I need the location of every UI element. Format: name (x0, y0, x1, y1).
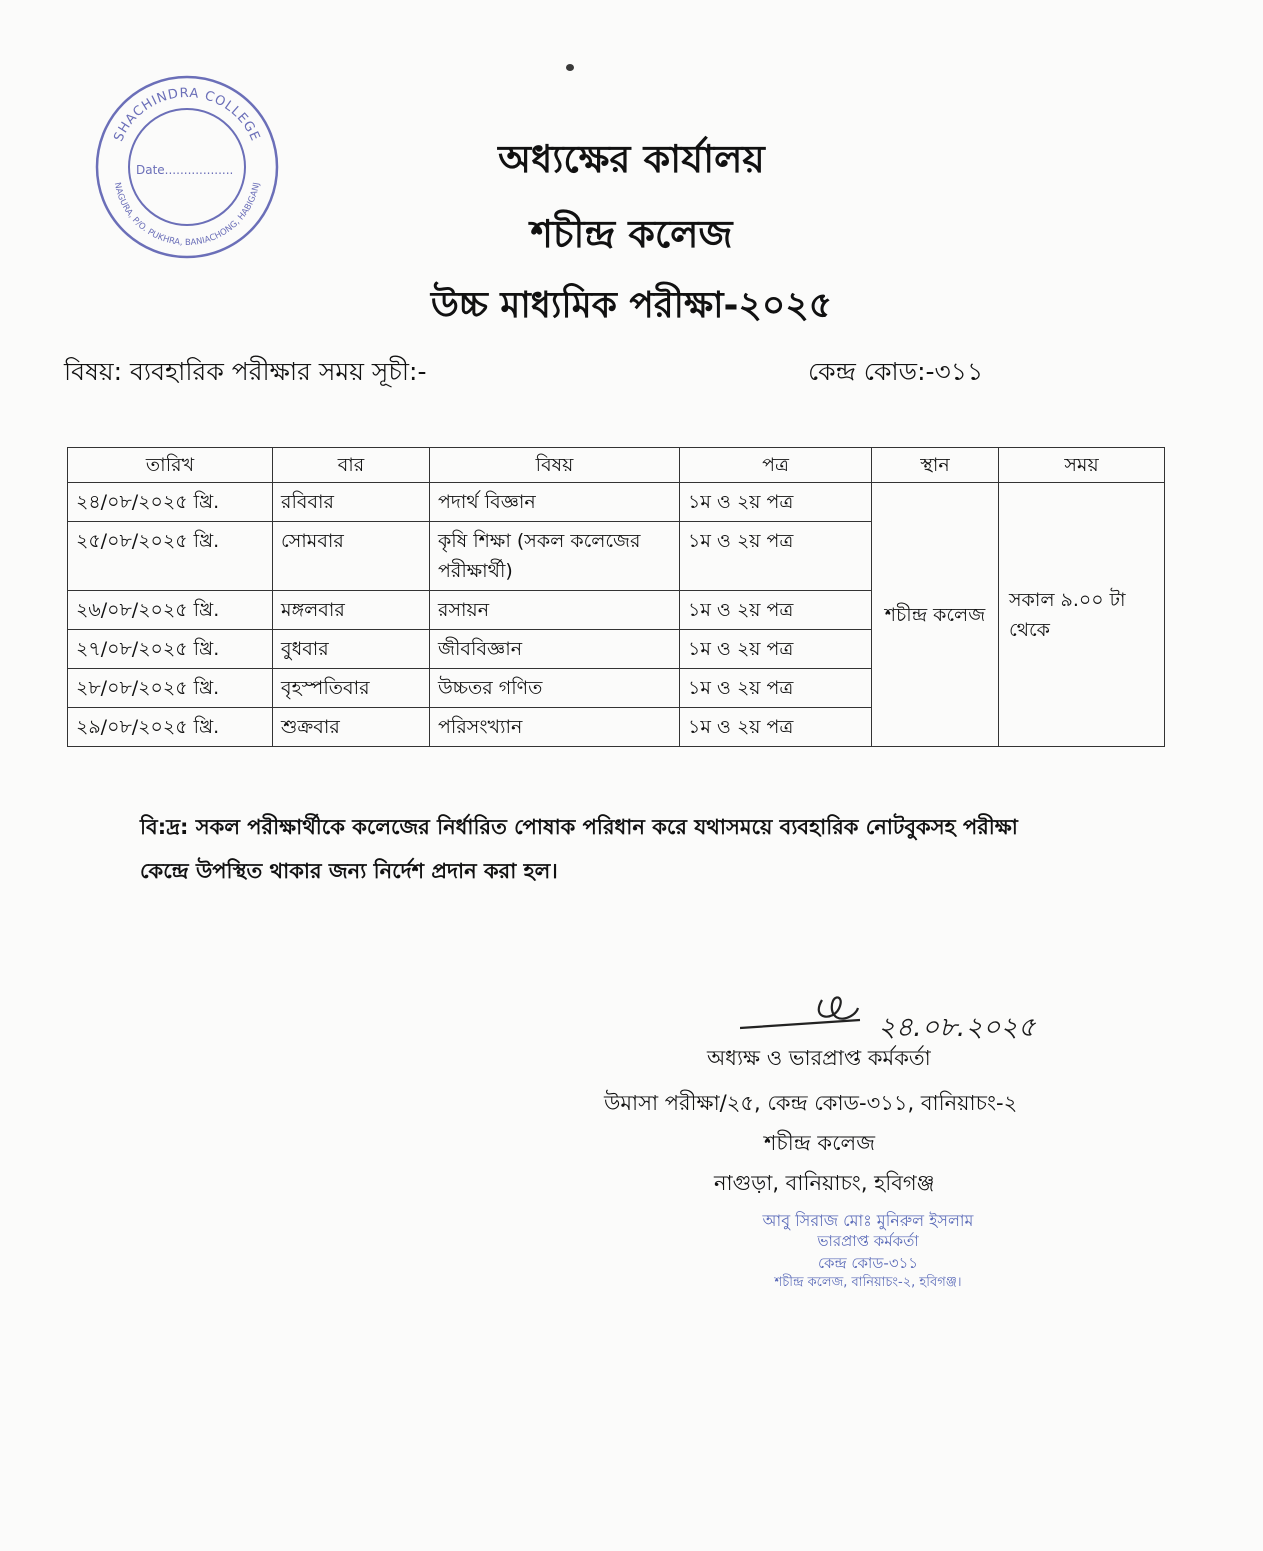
row-date: ২৬/০৮/২০২৫ খ্রি. (68, 591, 273, 630)
row-day: সোমবার (273, 522, 430, 591)
row-subject: পরিসংখ্যান (430, 708, 680, 747)
exam-title: উচ্চ মাধ্যমিক পরীক্ষা-২০২৫ (430, 285, 833, 326)
stamp-top-text: SHACHINDRA COLLEGE (111, 85, 263, 144)
signer-designation: অধ্যক্ষ ও ভারপ্রাপ্ত কর্মকর্তা (707, 1046, 931, 1070)
college-title: শচীন্দ্র কলেজ (530, 212, 733, 256)
office-title: অধ্যক্ষের কার্যালয় (498, 137, 765, 181)
row-paper: ১ম ও ২য় পত্র (680, 708, 872, 747)
signer-address: নাগুড়া, বানিয়াচং, হবিগঞ্জ (714, 1171, 935, 1195)
row-date: ২৮/০৮/২০২৫ খ্রি. (68, 669, 273, 708)
row-day: বৃহস্পতিবার (273, 669, 430, 708)
row-day: শুক্রবার (273, 708, 430, 747)
row-paper: ১ম ও ২য় পত্র (680, 483, 872, 522)
row-date: ২৭/০৮/২০২৫ খ্রি. (68, 630, 273, 669)
subject-line: বিষয়: ব্যবহারিক পরীক্ষার সময় সূচী:- (64, 357, 427, 386)
handwritten-date: ২৪.০৮.২০২৫ (878, 1012, 1036, 1043)
row-date: ২৯/০৮/২০২৫ খ্রি. (68, 708, 273, 747)
table-header-row (68, 448, 1165, 483)
seal-role: ভারপ্রাপ্ত কর্মকর্তা (817, 1232, 919, 1250)
row-subject: পদার্থ বিজ্ঞান (430, 483, 680, 522)
header-paper: পত্র (680, 448, 872, 483)
seal-place: শচীন্দ্র কলেজ, বানিয়াচং-২, হবিগঞ্জ। (774, 1275, 962, 1290)
exam-time: সকাল ৯.০০ টা থেকে (999, 483, 1165, 747)
header-day: বার (273, 448, 430, 483)
row-date: ২৪/০৮/২০২৫ খ্রি. (68, 483, 273, 522)
row-subject: রসায়ন (430, 591, 680, 630)
row-paper: ১ম ও ২য় পত্র (680, 591, 872, 630)
row-day: বুধবার (273, 630, 430, 669)
seal-code: কেন্দ্র কোড-৩১১ (817, 1254, 919, 1272)
notice-text: বি:দ্র: সকল পরীক্ষার্থীকে কলেজের নির্ধারিত পোষাক পরিধান করে যথাসময়ে ব্যবহারিক নোটবুকসহ পরীক্ষা কেন্দ্রে উপস্থিত থাকার জন্য নির্দেশ প্রদান করা হল। (140, 815, 1018, 883)
row-day: রবিবার (273, 483, 430, 522)
row-paper: ১ম ও ২য় পত্র (680, 669, 872, 708)
row-paper: ১ম ও ২য় পত্র (680, 630, 872, 669)
stamp-bottom-text: NAGURA, P/O. PUKHRA, BANIACHONG, HABIGANJ (111, 181, 263, 249)
exam-place: শচীন্দ্র কলেজ (872, 483, 999, 747)
schedule-table (67, 447, 1165, 747)
row-paper: ১ম ও ২য় পত্র (680, 522, 872, 591)
row-subject: জীববিজ্ঞান (430, 630, 680, 669)
signer-exam-line: উমাসা পরীক্ষা/২৫, কেন্দ্র কোড-৩১১, বানিয়াচং-২ (604, 1091, 1018, 1115)
header-date: তারিখ (68, 448, 273, 483)
seal-name: আবু সিরাজ মোঃ মুনিরুল ইসলাম (762, 1211, 974, 1230)
stamp-date-label: Date.................. (136, 163, 234, 177)
ink-dot (566, 64, 574, 71)
header-subject: বিষয় (430, 448, 680, 483)
row-subject: কৃষি শিক্ষা (সকল কলেজের পরীক্ষার্থী) (430, 522, 680, 591)
row-date: ২৫/০৮/২০২৫ খ্রি. (68, 522, 273, 591)
handwritten-signature (740, 980, 1100, 1050)
header-time: সময় (999, 448, 1165, 483)
signer-college: শচীন্দ্র কলেজ (764, 1131, 875, 1155)
centre-code: কেন্দ্র কোড:-৩১১ (808, 357, 984, 386)
table-row (68, 483, 1165, 522)
row-day: মঙ্গলবার (273, 591, 430, 630)
header-place: স্থান (872, 448, 999, 483)
row-subject: উচ্চতর গণিত (430, 669, 680, 708)
